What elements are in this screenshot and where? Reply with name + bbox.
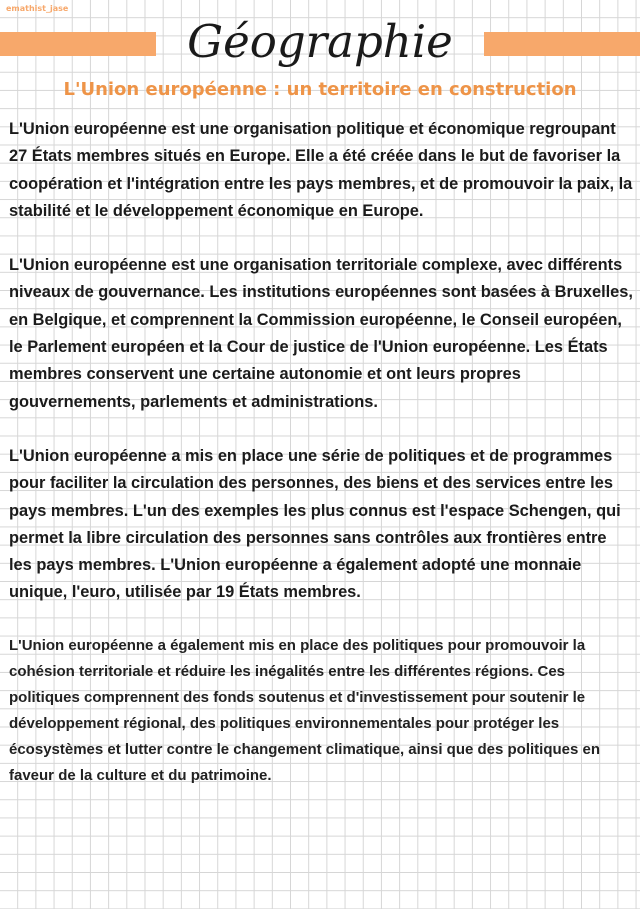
paragraph-governance: L'Union européenne est une organisation territoriale complexe, avec différents niveaux de gouvernance. Les institutions européennes sont basées à Bruxelles, en Belgique, et comprennent la Commission européenne, le Conseil européen, le Parlement européen et la Cour de justice de l'Union européenne. Les États membres conservent une certaine autonomie et ont leurs propres gouvernements, parlements et administrations. [9, 256, 633, 411]
author-watermark: emathist_jase [6, 4, 69, 13]
paragraph-cohesion: L'Union européenne a également mis en place des politiques pour promouvoir la cohésion territoriale et réduire les inégalités entre les différentes régions. Ces politiques comprennent des fonds soutenus et d'investissement pour soutenir le développement régional, des politiques environnementales pour protéger les écosystèmes et lutter contre le changement climatique, ainsi que des politiques en faveur de la culture et du patrimoine. [9, 636, 601, 784]
document-body [9, 116, 633, 789]
paragraph-intro: L'Union européenne est une organisation politique et économique regroupant 27 États membres situés en Europe. Elle a été créée dans le but de favoriser la coopération et l'intégration entre les pays membres, et de promouvoir la paix, la stabilité et le développement économique en Europe. [9, 120, 633, 220]
page-title: Géographie [187, 15, 453, 68]
page-subtitle: L'Union européenne : un territoire en construction [63, 79, 577, 100]
paragraph-circulation: L'Union européenne a mis en place une série de politiques et de programmes pour faciliter la circulation des personnes, des biens et des services entre les pays membres. L'un des exemples les plus connus est l'espace Schengen, qui permet la libre circulation des personnes sans contrôles aux frontières entre les pays membres. L'Union européenne a également adopté une monnaie unique, l'euro, utilisée par 19 États membres. [9, 446, 621, 602]
title-banner-right [484, 32, 640, 56]
title-banner-left [0, 32, 156, 56]
